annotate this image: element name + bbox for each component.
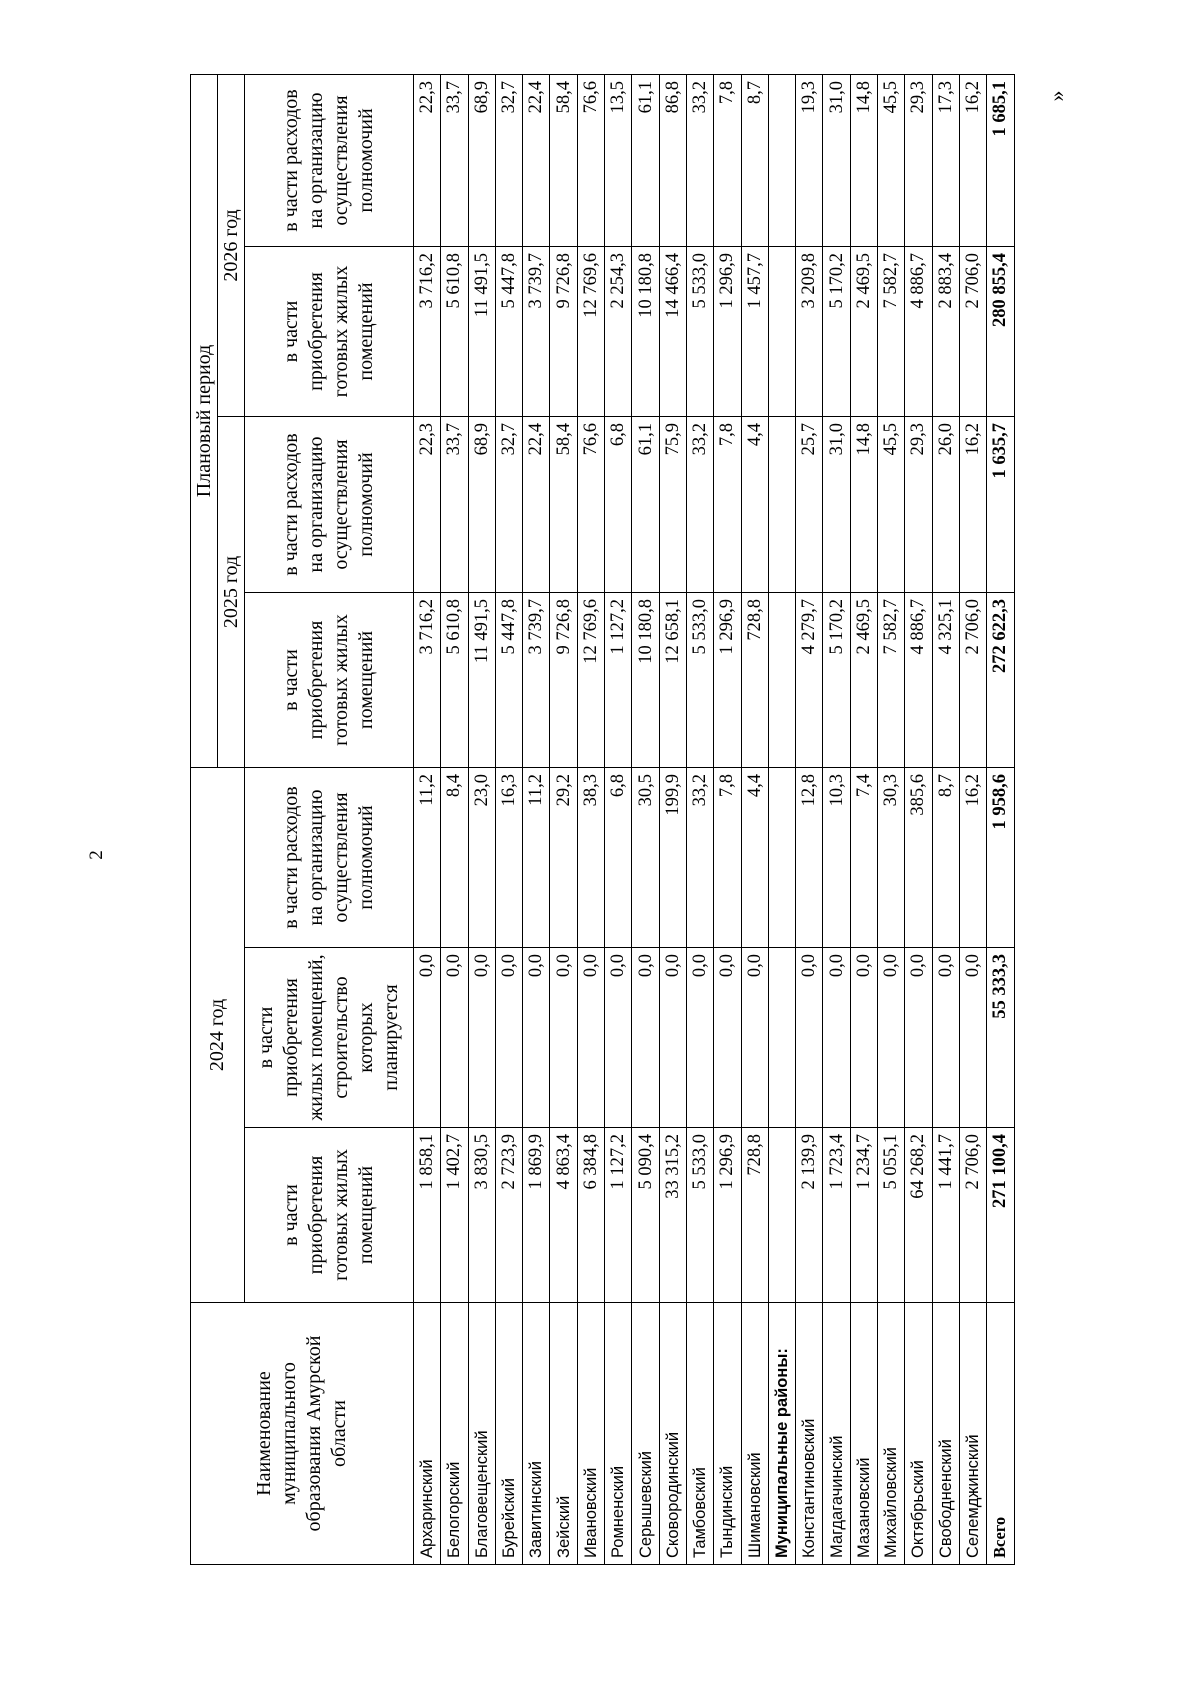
row-name: Константиновский — [796, 1303, 823, 1565]
total-cell: 1 685,1 — [987, 74, 1014, 246]
cell: 68,9 — [468, 74, 495, 246]
row-name: Благовещенский — [468, 1303, 495, 1565]
table-row — [959, 74, 986, 1564]
cell: 3 739,7 — [523, 247, 550, 417]
cell: 2 706,0 — [959, 1128, 986, 1303]
cell: 1 869,9 — [523, 1128, 550, 1303]
cell: 1 441,7 — [932, 1128, 959, 1303]
row-name: Мазановский — [850, 1303, 877, 1565]
table-body — [414, 74, 1015, 1564]
header-2025-ready-housing: в части приобретения готовых жилых помещений — [245, 593, 414, 768]
header-2026-ready-housing: в части приобретения готовых жилых помещений — [245, 247, 414, 417]
cell: 58,4 — [550, 417, 577, 593]
closing-quote: » — [1044, 90, 1069, 102]
cell: 12 769,6 — [577, 593, 604, 768]
header-year-2024: 2024 год — [191, 768, 245, 1303]
header-2026-admin: в части расходов на организацию осуществления полномочий — [245, 74, 414, 246]
table-row — [878, 74, 905, 1564]
cell: 32,7 — [495, 417, 522, 593]
cell: 4,4 — [741, 417, 768, 593]
cell: 30,5 — [632, 768, 659, 948]
cell: 5 447,8 — [495, 593, 522, 768]
cell: 12,8 — [796, 768, 823, 948]
header-2024-admin: в части расходов на организацию осуществления полномочий — [245, 768, 414, 948]
cell: 4 325,1 — [932, 593, 959, 768]
cell: 6,8 — [605, 768, 632, 948]
cell: 1 127,2 — [605, 593, 632, 768]
cell: 13,5 — [605, 74, 632, 246]
cell: 9 726,8 — [550, 593, 577, 768]
cell: 5 170,2 — [823, 593, 850, 768]
cell: 1 234,7 — [850, 1128, 877, 1303]
cell: 14,8 — [850, 417, 877, 593]
cell: 38,3 — [577, 768, 604, 948]
row-name: Ивановский — [577, 1303, 604, 1565]
cell: 22,3 — [414, 74, 441, 246]
cell: 61,1 — [632, 417, 659, 593]
cell: 5 447,8 — [495, 247, 522, 417]
cell: 0,0 — [441, 948, 468, 1128]
cell: 0,0 — [550, 948, 577, 1128]
total-cell: 271 100,4 — [987, 1128, 1014, 1303]
cell: 0,0 — [523, 948, 550, 1128]
cell: 33,2 — [686, 768, 713, 948]
cell: 30,3 — [878, 768, 905, 948]
row-name: Сковородинский — [659, 1303, 686, 1565]
row-name: Октябрьский — [905, 1303, 932, 1565]
cell: 5 170,2 — [823, 247, 850, 417]
cell: 12 658,1 — [659, 593, 686, 768]
cell: 4,4 — [741, 768, 768, 948]
row-name: Зейский — [550, 1303, 577, 1565]
row-name: Ромненский — [605, 1303, 632, 1565]
cell: 0,0 — [577, 948, 604, 1128]
table-row — [741, 74, 768, 1564]
cell: 4 886,7 — [905, 593, 932, 768]
header-planned-period: Плановый период — [191, 74, 218, 767]
cell: 1 296,9 — [714, 593, 741, 768]
cell: 2 883,4 — [932, 247, 959, 417]
cell: 11 491,5 — [468, 593, 495, 768]
cell: 0,0 — [959, 948, 986, 1128]
row-name: Серышевский — [632, 1303, 659, 1565]
cell: 2 723,9 — [495, 1128, 522, 1303]
cell: 25,7 — [796, 417, 823, 593]
cell: 3 830,5 — [468, 1128, 495, 1303]
total-cell: 1 635,7 — [987, 417, 1014, 593]
cell: 33,7 — [441, 417, 468, 593]
cell: 0,0 — [659, 948, 686, 1128]
cell: 3 209,8 — [796, 247, 823, 417]
row-name: Тамбовский — [686, 1303, 713, 1565]
table-row — [659, 74, 686, 1564]
cell: 8,7 — [741, 74, 768, 246]
cell: 23,0 — [468, 768, 495, 948]
cell: 7,4 — [850, 768, 877, 948]
total-cell: 280 855,4 — [987, 247, 1014, 417]
table-row — [577, 74, 604, 1564]
header-municipality: Наименование муниципального образования Амурской области — [191, 1303, 414, 1565]
cell: 6 384,8 — [577, 1128, 604, 1303]
header-year-2025: 2025 год — [218, 417, 245, 768]
table-row — [714, 74, 741, 1564]
cell: 2 469,5 — [850, 247, 877, 417]
cell: 3 716,2 — [414, 247, 441, 417]
cell: 33 315,2 — [659, 1128, 686, 1303]
cell: 3 716,2 — [414, 593, 441, 768]
cell: 199,9 — [659, 768, 686, 948]
cell: 17,3 — [932, 74, 959, 246]
section-label: Муниципальные районы: — [768, 1303, 795, 1565]
cell: 10 180,8 — [632, 247, 659, 417]
cell: 33,7 — [441, 74, 468, 246]
cell: 14,8 — [850, 74, 877, 246]
cell: 4 886,7 — [905, 247, 932, 417]
cell: 33,2 — [686, 417, 713, 593]
cell: 76,6 — [577, 74, 604, 246]
cell: 5 090,4 — [632, 1128, 659, 1303]
cell: 2 706,0 — [959, 247, 986, 417]
cell: 385,6 — [905, 768, 932, 948]
cell: 22,4 — [523, 417, 550, 593]
cell: 7 582,7 — [878, 593, 905, 768]
cell: 2 706,0 — [959, 593, 986, 768]
cell: 0,0 — [495, 948, 522, 1128]
cell: 10,3 — [823, 768, 850, 948]
cell: 10 180,8 — [632, 593, 659, 768]
cell: 64 268,2 — [905, 1128, 932, 1303]
rotated-table-container — [190, 75, 1200, 1565]
cell: 0,0 — [878, 948, 905, 1128]
row-name: Архаринский — [414, 1303, 441, 1565]
cell: 16,3 — [495, 768, 522, 948]
cell: 61,1 — [632, 74, 659, 246]
table-row — [441, 74, 468, 1564]
cell: 7,8 — [714, 768, 741, 948]
cell: 0,0 — [714, 948, 741, 1128]
row-name: Бурейский — [495, 1303, 522, 1565]
cell: 2 469,5 — [850, 593, 877, 768]
total-label: Всего — [987, 1303, 1014, 1565]
row-name: Свободненский — [932, 1303, 959, 1565]
table-row — [823, 74, 850, 1564]
cell: 0,0 — [932, 948, 959, 1128]
cell: 68,9 — [468, 417, 495, 593]
cell: 26,0 — [932, 417, 959, 593]
cell: 7 582,7 — [878, 247, 905, 417]
cell: 14 466,4 — [659, 247, 686, 417]
cell: 16,2 — [959, 74, 986, 246]
cell: 9 726,8 — [550, 247, 577, 417]
cell: 7,8 — [714, 417, 741, 593]
cell: 75,9 — [659, 417, 686, 593]
cell: 0,0 — [605, 948, 632, 1128]
cell: 45,5 — [878, 417, 905, 593]
cell: 0,0 — [741, 948, 768, 1128]
cell: 1 296,9 — [714, 1128, 741, 1303]
cell: 5 533,0 — [686, 593, 713, 768]
cell: 33,2 — [686, 74, 713, 246]
total-cell: 272 622,3 — [987, 593, 1014, 768]
cell: 0,0 — [850, 948, 877, 1128]
table-row — [796, 74, 823, 1564]
cell: 0,0 — [632, 948, 659, 1128]
table-row — [414, 74, 441, 1564]
subsidy-distribution-table — [190, 74, 1015, 1565]
cell: 86,8 — [659, 74, 686, 246]
cell: 5 610,8 — [441, 247, 468, 417]
table-row — [605, 74, 632, 1564]
table-header — [191, 74, 414, 1564]
cell: 0,0 — [905, 948, 932, 1128]
cell: 5 610,8 — [441, 593, 468, 768]
cell: 31,0 — [823, 74, 850, 246]
cell: 22,3 — [414, 417, 441, 593]
cell: 0,0 — [468, 948, 495, 1128]
cell: 31,0 — [823, 417, 850, 593]
table-row — [905, 74, 932, 1564]
cell: 2 254,3 — [605, 247, 632, 417]
cell: 5 055,1 — [878, 1128, 905, 1303]
cell: 11 491,5 — [468, 247, 495, 417]
table-row — [523, 74, 550, 1564]
cell: 0,0 — [686, 948, 713, 1128]
cell: 5 533,0 — [686, 247, 713, 417]
total-cell: 55 333,3 — [987, 948, 1014, 1128]
cell: 7,8 — [714, 74, 741, 246]
row-name: Магдагачинский — [823, 1303, 850, 1565]
header-year-2026: 2026 год — [218, 74, 245, 416]
total-cell: 1 958,6 — [987, 768, 1014, 948]
cell: 19,3 — [796, 74, 823, 246]
row-name: Шимановский — [741, 1303, 768, 1565]
cell: 1 723,4 — [823, 1128, 850, 1303]
header-2024-ready-housing: в части приобретения готовых жилых помещений — [245, 1128, 414, 1303]
cell: 4 279,7 — [796, 593, 823, 768]
cell: 8,7 — [932, 768, 959, 948]
cell: 29,3 — [905, 417, 932, 593]
cell: 11,2 — [414, 768, 441, 948]
cell: 16,2 — [959, 768, 986, 948]
cell: 1 296,9 — [714, 247, 741, 417]
table-row — [850, 74, 877, 1564]
cell: 3 739,7 — [523, 593, 550, 768]
cell: 4 863,4 — [550, 1128, 577, 1303]
section-row — [768, 74, 795, 1564]
row-name: Завитинский — [523, 1303, 550, 1565]
cell: 5 533,0 — [686, 1128, 713, 1303]
row-name: Михайловский — [878, 1303, 905, 1565]
cell: 29,2 — [550, 768, 577, 948]
cell: 22,4 — [523, 74, 550, 246]
header-2025-admin: в части расходов на организацию осуществления полномочий — [245, 417, 414, 593]
row-name: Тындинский — [714, 1303, 741, 1565]
cell: 0,0 — [796, 948, 823, 1128]
table-row — [495, 74, 522, 1564]
row-name: Селемджинский — [959, 1303, 986, 1565]
cell: 45,5 — [878, 74, 905, 246]
cell: 32,7 — [495, 74, 522, 246]
cell: 0,0 — [823, 948, 850, 1128]
cell: 29,3 — [905, 74, 932, 246]
cell: 11,2 — [523, 768, 550, 948]
table-row — [550, 74, 577, 1564]
cell: 76,6 — [577, 417, 604, 593]
page-number: 2 — [86, 850, 107, 860]
cell: 2 139,9 — [796, 1128, 823, 1303]
cell: 1 858,1 — [414, 1128, 441, 1303]
cell: 6,8 — [605, 417, 632, 593]
cell: 12 769,6 — [577, 247, 604, 417]
cell: 728,8 — [741, 1128, 768, 1303]
total-row — [987, 74, 1014, 1564]
cell: 1 457,7 — [741, 247, 768, 417]
table-row — [468, 74, 495, 1564]
cell: 1 402,7 — [441, 1128, 468, 1303]
cell: 1 127,2 — [605, 1128, 632, 1303]
cell: 0,0 — [414, 948, 441, 1128]
cell: 58,4 — [550, 74, 577, 246]
cell: 728,8 — [741, 593, 768, 768]
row-name: Белогорский — [441, 1303, 468, 1565]
table-row — [632, 74, 659, 1564]
header-2024-construction: в части приобретения жилых помещений, строительство которых планируется — [245, 948, 414, 1128]
cell: 8,4 — [441, 768, 468, 948]
table-row — [686, 74, 713, 1564]
cell: 16,2 — [959, 417, 986, 593]
table-row — [932, 74, 959, 1564]
